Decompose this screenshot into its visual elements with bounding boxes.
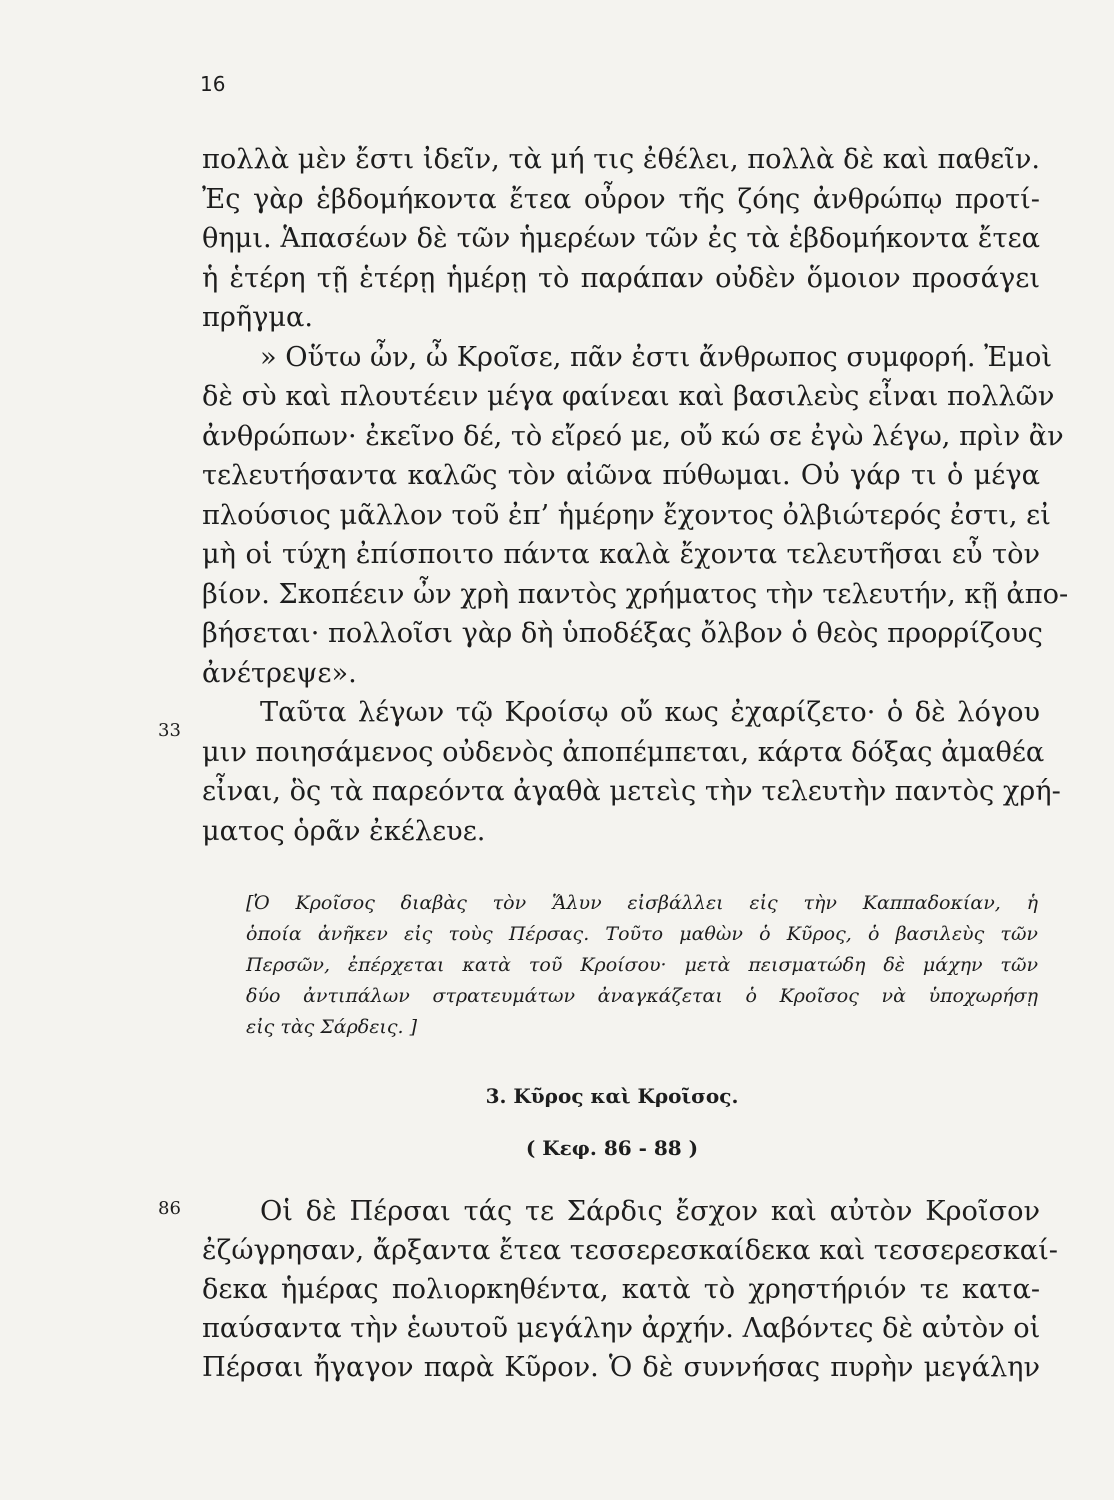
text-line: πλούσιος μᾶλλον τοῦ ἐπ’ ἡμέρην ἔχοντος ὀλβιώτερός ἐστι, εἰ: [202, 499, 1051, 531]
text-line: πολλὰ μὲν ἔστι ἰδεῖν, τὰ μή τις ἐθέλει, πολλὰ δὲ καὶ παθεῖν.: [202, 144, 1040, 175]
text-line: μὴ οἱ τύχη ἐπίσποιτο πάντα καλὰ ἔχοντα τελευτῆσαι εὖ τὸν: [202, 539, 1040, 570]
section-number-86: 86: [158, 1198, 181, 1219]
text-line: παύσαντα τὴν ἑωυτοῦ μεγάλην ἀρχήν. Λαβόντες δὲ αὐτὸν οἱ: [202, 1313, 1041, 1344]
text-line: δεκα ἡμέρας πολιορκηθέντα, κατὰ τὸ χρηστήριόν τε κατα-: [202, 1274, 1040, 1305]
text-line: τελευτήσαντα καλῶς τὸν αἰῶνα πύθωμαι. Οὐ γάρ τι ὁ μέγα: [202, 460, 1040, 491]
text-line: θημι. Ἁπασέων δὲ τῶν ἡμερέων τῶν ἐς τὰ ἑβδομήκοντα ἔτεα: [202, 223, 1040, 254]
text-line: ἀνθρώπων· ἐκεῖνο δέ, τὸ εἴρεό με, οὔ κώ σε ἐγὼ λέγω, πρὶν ἂν: [202, 420, 1064, 452]
text-line: μιν ποιησάμενος οὐδενὸς ἀποπέμπεται, κάρτα δόξας ἀμαθέα: [202, 736, 1045, 768]
text-line: βήσεται· πολλοῖσι γὰρ δὴ ὑποδέξας ὄλβον ὁ θεὸς προρρίζους: [202, 618, 1043, 649]
text-line: δὲ σὺ καὶ πλουτέειν μέγα φαίνεαι καὶ βασιλεὺς εἶναι πολλῶν: [202, 381, 1055, 412]
text-line: Οἱ δὲ Πέρσαι τάς τε Σάρδις ἔσχον καὶ αὐτὸν Κροῖσον: [260, 1196, 1040, 1227]
summary-line: ὁποία ἀνῆκεν εἰς τοὺς Πέρσας. Τοῦτο μαθὼν ὁ Κῦρος, ὁ βασιλεὺς τῶν: [246, 923, 1038, 945]
text-line: βίον. Σκοπέειν ὦν χρὴ παντὸς χρήματος τὴν τελευτήν, κῇ ἀπο-: [202, 578, 1069, 610]
summary-line: εἰς τὰς Σάρδεις. ]: [246, 1016, 417, 1038]
text-line: ἡ ἑτέρη τῇ ἑτέρῃ ἡμέρῃ τὸ παράπαν οὐδὲν ὅμοιον προσάγει: [202, 262, 1040, 294]
text-line: Ταῦτα λέγων τῷ Κροίσῳ οὔ κως ἐχαρίζετο· ὁ δὲ λόγου: [260, 697, 1040, 728]
text-line: Ἐς γὰρ ἑβδομήκοντα ἔτεα οὖρον τῆς ζόης ἀνθρώπῳ προτί-: [202, 183, 1040, 215]
lower-text-block: [202, 1192, 1058, 1387]
summary-line: Περσῶν, ἐπέρχεται κατὰ τοῦ Κροίσου· μετὰ πεισματώδη δὲ μάχην τῶν: [246, 954, 1038, 976]
main-text-block: [202, 140, 1069, 851]
text-line: ἐζώγρησαν, ἄρξαντα ἔτεα τεσσερεσκαίδεκα καὶ τεσσερεσκαί-: [202, 1235, 1058, 1266]
page-number: 16: [200, 72, 226, 96]
chapter-summary: [246, 888, 1038, 1043]
text-line: εἶναι, ὃς τὰ παρεόντα ἀγαθὰ μετεὶς τὴν τελευτὴν παντὸς χρή-: [202, 776, 1061, 807]
text-line: » Οὕτω ὦν, ὦ Κροῖσε, πᾶν ἐστι ἄνθρωπος συμφορή. Ἐμοὶ: [260, 341, 1052, 373]
text-line: ἀνέτρεψε».: [202, 657, 357, 689]
text-line: πρῆγμα.: [202, 302, 314, 333]
section-heading: 3. Κῦρος καὶ Κροῖσος.: [485, 1084, 739, 1108]
summary-line: [Ὁ Κροῖσος διαβὰς τὸν Ἅλυν εἰσβάλλει εἰς τὴν Καππαδοκίαν, ἡ: [246, 892, 1038, 914]
text-line: Πέρσαι ἤγαγον παρὰ Κῦρον. Ὁ δὲ συννήσας πυρὴν μεγάλην: [202, 1352, 1040, 1383]
section-number-33: 33: [158, 720, 181, 741]
text-line: ματος ὁρᾶν ἐκέλευε.: [202, 815, 486, 847]
summary-line: δύο ἀντιπάλων στρατευμάτων ἀναγκάζεται ὁ Κροῖσος νὰ ὑποχωρήσῃ: [246, 985, 1038, 1007]
chapter-reference: ( Κεφ. 86 - 88 ): [525, 1136, 699, 1160]
